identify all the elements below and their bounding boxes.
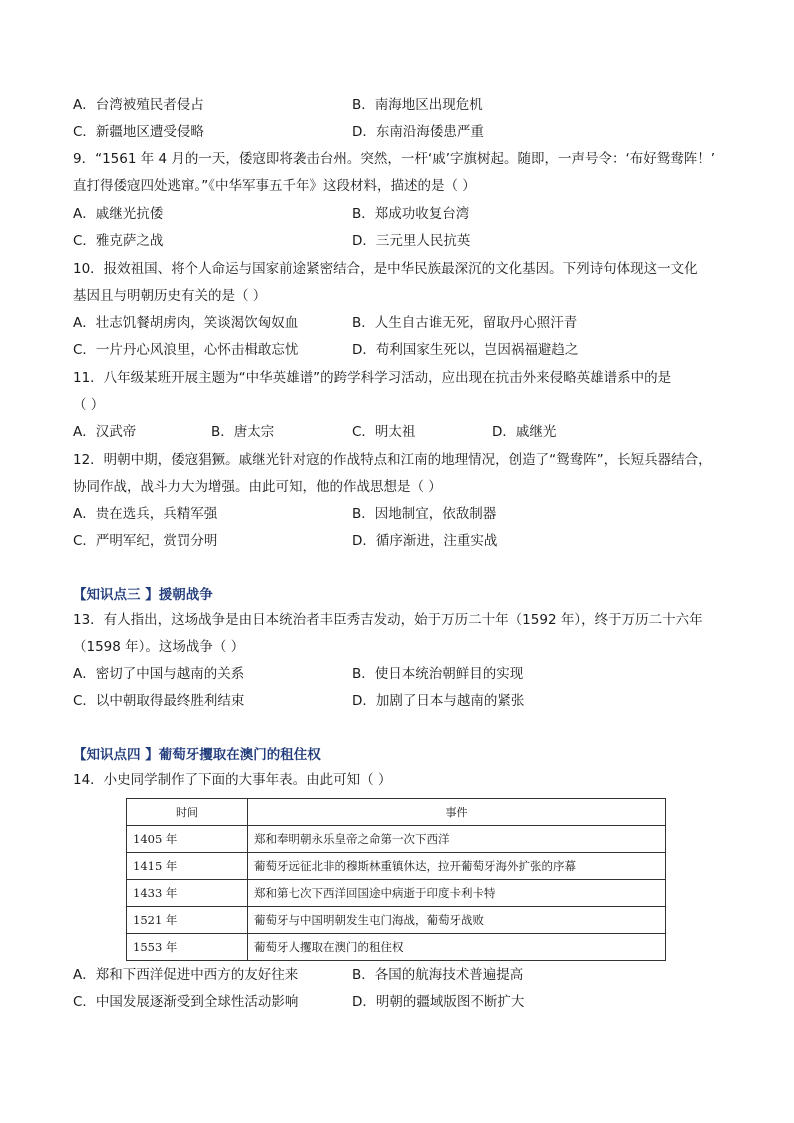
table-cell-time: 1433 年 xyxy=(127,880,248,907)
q10-option-a: A．壮志饥餐胡虏肉，笑谈渴饮匈奴血 xyxy=(73,315,299,331)
q13-option-b: B．使日本统治朝鲜目的实现 xyxy=(352,666,524,682)
q12-option-b: B．因地制宜，依敌制器 xyxy=(352,506,497,522)
q9-stem-line1: 9．“1561 年 4 月的一天，倭寇即将袭击台州。突然，一杆‘戚’字旗树起。随即，一声号令：‘布好鸳鸯阵！’ xyxy=(73,151,716,167)
table-row xyxy=(127,853,666,880)
section-heading-3: 【知识点三 】援朝战争 xyxy=(73,587,213,603)
q12-option-c: C．严明军纪，赏罚分明 xyxy=(73,533,218,549)
q11-option-c: C．明太祖 xyxy=(352,424,416,440)
table-cell-event: 葡萄牙与中国明朝发生屯门海战，葡萄牙战败 xyxy=(248,907,666,934)
q10-stem-line1: 10．报效祖国、将个人命运与国家前途紧密结合，是中华民族最深沉的文化基因。下列诗句体现这一文化 xyxy=(73,261,698,277)
table-cell-time: 1405 年 xyxy=(127,826,248,853)
q11-stem-line2: （ ） xyxy=(73,397,105,413)
q11-option-b: B．唐太宗 xyxy=(211,424,275,440)
table-header-event: 事件 xyxy=(248,799,666,826)
q13-stem-line1: 13．有人指出，这场战争是由日本统治者丰臣秀吉发动，始于万历二十年（1592 年），终于万历二十六年 xyxy=(73,612,703,628)
table-cell-event: 葡萄牙远征北非的穆斯林重镇休达，拉开葡萄牙海外扩张的序幕 xyxy=(248,853,666,880)
q9-option-a: A．戚继光抗倭 xyxy=(73,206,164,222)
q8-option-b: B．南海地区出现危机 xyxy=(352,97,483,113)
table-cell-event: 葡萄牙人攫取在澳门的租住权 xyxy=(248,934,666,961)
q12-option-d: D．循序渐进，注重实战 xyxy=(352,533,498,549)
q11-option-a: A．汉武帝 xyxy=(73,424,137,440)
q10-stem-line2: 基因且与明朝历史有关的是（ ） xyxy=(73,288,267,304)
q13-stem-line2: （1598 年）。这场战争（ ） xyxy=(73,639,245,655)
q12-option-a: A．贵在选兵，兵精军强 xyxy=(73,506,218,522)
q14-option-c: C．中国发展逐渐受到全球性活动影响 xyxy=(73,994,299,1010)
table-row xyxy=(127,880,666,907)
q8-option-c: C．新疆地区遭受侵略 xyxy=(73,124,204,140)
table-cell-time: 1415 年 xyxy=(127,853,248,880)
q14-option-d: D．明朝的疆域版图不断扩大 xyxy=(352,994,525,1010)
q13-option-c: C．以中朝取得最终胜利结束 xyxy=(73,693,245,709)
table-cell-event: 郑和第七次下西洋回国途中病逝于印度卡利卡特 xyxy=(248,880,666,907)
q11-stem-line1: 11．八年级某班开展主题为“中华英雄谱”的跨学科学习活动，应出现在抗击外来侵略英雄谱系中的是 xyxy=(73,370,672,386)
table-header-row xyxy=(127,799,666,826)
q14-stem-line1: 14．小史同学制作了下面的大事年表。由此可知（ ） xyxy=(73,772,392,788)
table-cell-event: 郑和奉明朝永乐皇帝之命第一次下西洋 xyxy=(248,826,666,853)
q8-option-a: A．台湾被殖民者侵占 xyxy=(73,97,204,113)
q8-option-d: D．东南沿海倭患严重 xyxy=(352,124,484,140)
q13-option-a: A．密切了中国与越南的关系 xyxy=(73,666,245,682)
table-cell-time: 1521 年 xyxy=(127,907,248,934)
table-header-time: 时间 xyxy=(127,799,248,826)
q9-option-b: B．郑成功收复台湾 xyxy=(352,206,470,222)
table-cell-time: 1553 年 xyxy=(127,934,248,961)
q10-option-c: C．一片丹心风浪里，心怀击楫敢忘忧 xyxy=(73,342,299,358)
q9-option-c: C．雅克萨之战 xyxy=(73,233,164,249)
q9-option-d: D．三元里人民抗英 xyxy=(352,233,471,249)
section-heading-4: 【知识点四 】葡萄牙攫取在澳门的租住权 xyxy=(73,747,321,763)
q14-option-a: A．郑和下西洋促进中西方的友好往来 xyxy=(73,967,299,983)
q11-option-d: D．戚继光 xyxy=(492,424,557,440)
q10-option-d: D．苟利国家生死以，岂因祸福避趋之 xyxy=(352,342,579,358)
table-row xyxy=(127,907,666,934)
q14-option-b: B．各国的航海技术普遍提高 xyxy=(352,967,524,983)
q13-option-d: D．加剧了日本与越南的紧张 xyxy=(352,693,525,709)
q12-stem-line1: 12．明朝中期，倭寇猖獗。戚继光针对寇的作战特点和江南的地理情况，创造了“鸳鸯阵”，长短兵器结合， xyxy=(73,452,712,468)
table-row xyxy=(127,826,666,853)
q12-stem-line2: 协同作战，战斗力大为增强。由此可知，他的作战思想是（ ） xyxy=(73,479,442,495)
q9-stem-line2: 直打得倭寇四处逃窜。”《中华军事五千年》这段材料，描述的是（ ） xyxy=(73,178,476,194)
chronology-table xyxy=(126,798,666,961)
q10-option-b: B．人生自古谁无死，留取丹心照汗青 xyxy=(352,315,578,331)
table-row xyxy=(127,934,666,961)
